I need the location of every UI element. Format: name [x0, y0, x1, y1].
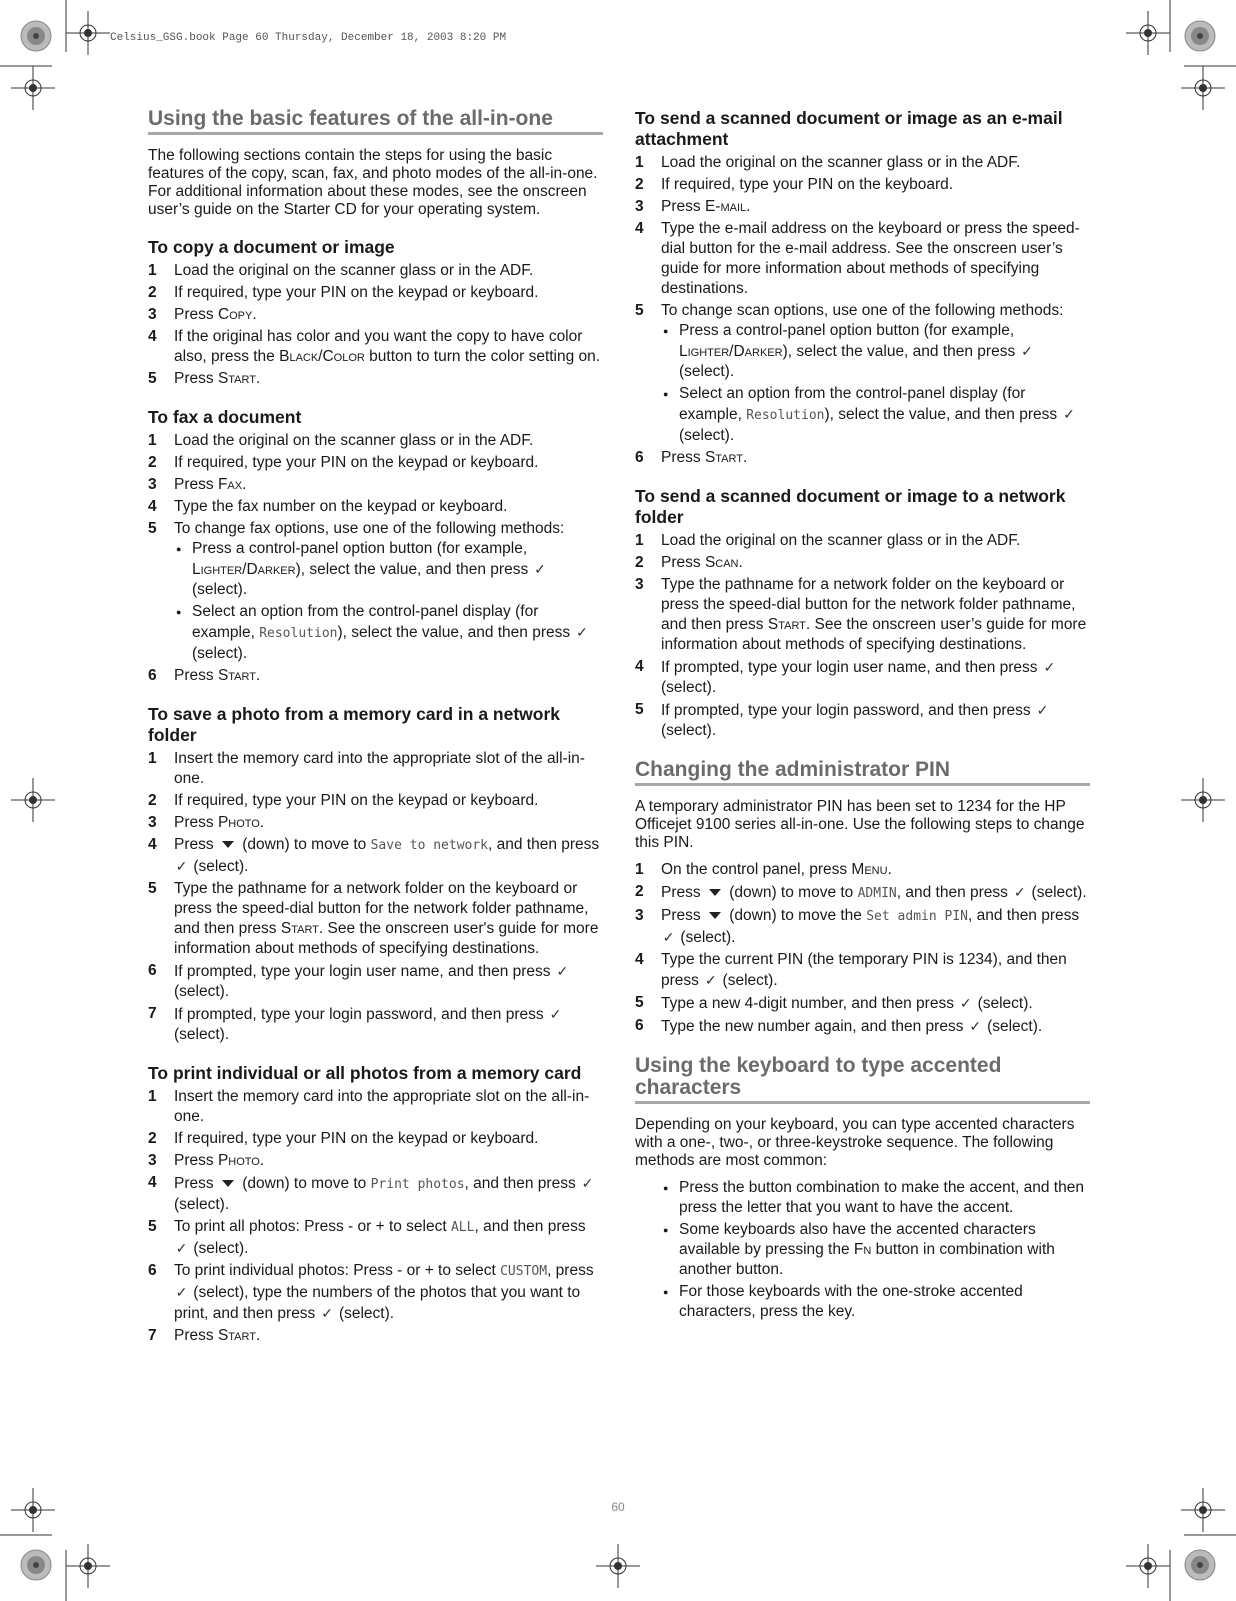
- list-item: ● Select an option from the control-panel display (for example, Resolution), select the value, and then press ✓ (select).: [174, 602, 603, 664]
- list-item: 3 Type the pathname for a network folder on the keyboard or press the speed-dial button for the network folder pathname, and then press Start. See the onscreen user’s guide for more information about methods of specifying destinations.: [635, 576, 1087, 653]
- list-item: 4 Type the fax number on the keypad or keyboard.: [148, 497, 508, 515]
- down-arrow-icon: [222, 841, 234, 848]
- scan-option-methods: [661, 321, 1090, 446]
- left-column: [148, 108, 603, 1348]
- list-item: 3 Press Copy.: [148, 305, 257, 323]
- list-item: ● Select an option from the control-panel display (for example, Resolution), select the value, and then press ✓ (select).: [661, 384, 1090, 446]
- list-item: 5 To print all photos: Press - or + to select ALL, and then press ✓ (select).: [148, 1217, 586, 1257]
- check-icon: ✓: [662, 928, 675, 945]
- check-icon: ✓: [959, 994, 972, 1011]
- check-icon: ✓: [1063, 406, 1075, 422]
- network-steps: [635, 531, 1090, 741]
- accented-methods: [661, 1178, 1090, 1322]
- check-icon: ✓: [704, 971, 717, 988]
- check-icon: ✓: [175, 857, 188, 874]
- list-item: 4 If the original has color and you want the copy to have color also, press the Black/Color button to turn the color setting on.: [148, 327, 601, 365]
- check-icon: ✓: [534, 560, 546, 577]
- list-item: 4 Press (down) to move to Save to network, and then press ✓ (select).: [148, 835, 600, 875]
- copy-steps: [148, 261, 603, 389]
- page-slug: Celsius_GSG.book Page 60 Thursday, December 18, 2003 8:20 PM: [110, 32, 507, 44]
- accented-intro: Depending on your keyboard, you can type accented characters with a one-, two-, or three-keystroke sequence. The following methods are most common:: [635, 1116, 1075, 1170]
- list-item: 1 Load the original on the scanner glass or in the ADF.: [148, 431, 534, 449]
- email-steps: [635, 153, 1090, 468]
- list-item: 1 Load the original on the scanner glass or in the ADF.: [148, 261, 534, 279]
- list-item: 5 Type the pathname for a network folder on the keyboard or press the speed-dial button for the network folder pathname, and then press Start. See the onscreen user's guide for more information about methods of specifying destinations.: [148, 879, 599, 957]
- list-item: 3 Press Photo.: [148, 813, 265, 831]
- down-arrow-icon: [709, 889, 721, 896]
- check-icon: ✓: [1043, 659, 1056, 675]
- check-icon: ✓: [321, 1304, 333, 1321]
- list-item: 2 If required, type your PIN on the keypad or keyboard.: [148, 453, 539, 471]
- list-item: 3 Press (down) to move the Set admin PIN, and then press ✓ (select).: [635, 906, 1080, 946]
- check-icon: ✓: [581, 1174, 594, 1191]
- list-item: 6 Type the new number again, and then press ✓ (select).: [635, 1016, 1043, 1035]
- list-item: 4 Type the current PIN (the temporary PIN is 1234), and then press ✓ (select).: [635, 950, 1067, 989]
- basic-features-intro: The following sections contain the steps for using the basic features of the copy, scan, fax, and photo modes of the all-in-one. For additional information about these modes, see the onscreen user’s guide on the Starter CD for your operating system.: [148, 146, 598, 218]
- down-arrow-icon: [709, 912, 721, 919]
- list-item: 2 Press (down) to move to ADMIN, and then press ✓ (select).: [635, 882, 1087, 901]
- save-photo-steps: [148, 749, 603, 1045]
- section-title-basic-features: Using the basic features of the all-in-one: [148, 108, 603, 135]
- list-item: 2 If required, type your PIN on the keyboard.: [635, 176, 954, 193]
- list-item: 7 If prompted, type your login password, and then press ✓ (select).: [148, 1004, 562, 1043]
- fax-option-methods: [174, 539, 603, 664]
- subhead-print-photos: To print individual or all photos from a memory card: [148, 1062, 582, 1083]
- check-icon: ✓: [576, 623, 588, 640]
- list-item: 1 Load the original on the scanner glass or in the ADF.: [635, 532, 1021, 549]
- list-item: ● Press the button combination to make the accent, and then press the letter that you want to have the accent.: [661, 1178, 1090, 1218]
- check-icon: ✓: [1021, 343, 1033, 359]
- list-item: 5 Press Start.: [148, 369, 261, 387]
- list-item: 7 Press Start.: [148, 1326, 261, 1344]
- down-arrow-icon: [222, 1180, 234, 1187]
- list-item: ● Press a control-panel option button (for example, Lighter/Darker), select the value, and then press ✓ (select).: [661, 321, 1090, 382]
- subhead-copy: To copy a document or image: [148, 236, 395, 257]
- page-number: 60: [611, 1500, 625, 1514]
- list-item: 6 To print individual photos: Press - or + to select CUSTOM, press ✓ (select), type the numbers of the photos that you want to print, and then press ✓ (select).: [148, 1261, 594, 1322]
- list-item: 6 Press Start.: [635, 449, 748, 466]
- check-icon: ✓: [549, 1005, 562, 1022]
- list-item: 4 Press (down) to move to Print photos, and then press ✓ (select).: [148, 1173, 594, 1213]
- list-item: 2 If required, type your PIN on the keypad or keyboard.: [148, 791, 539, 809]
- list-item: 1 On the control panel, press Menu.: [635, 860, 892, 878]
- list-item: 6 Press Start.: [148, 666, 261, 684]
- list-item: 1 Insert the memory card into the appropriate slot on the all-in-one.: [148, 1087, 590, 1125]
- list-item: 5 Type a new 4-digit number, and then press ✓ (select).: [635, 993, 1033, 1012]
- list-item: 2 Press Scan.: [635, 554, 743, 571]
- list-item: 1 Insert the memory card into the appropriate slot of the all-in-one.: [148, 749, 585, 787]
- list-item: 1 Load the original on the scanner glass or in the ADF.: [635, 154, 1021, 171]
- check-icon: ✓: [1036, 702, 1049, 718]
- check-icon: ✓: [969, 1017, 982, 1034]
- list-item: 3 Press Fax.: [148, 475, 247, 493]
- list-item: 5 To change fax options, use one of the following methods: ● Press a control-panel option button (for example, Lighter/Darker), select the value, and then press ✓ (select). ● Select an option from the control-panel display (for example, Resolution), select the value, and then press ✓ (select).: [148, 519, 603, 664]
- check-icon: ✓: [175, 1239, 188, 1256]
- list-item: ● For those keyboards with the one-stroke accented characters, press the key.: [661, 1282, 1090, 1322]
- subhead-network-folder: To send a scanned document or image to a network folder: [635, 486, 1066, 527]
- list-item: ● Press a control-panel option button (for example, Lighter/Darker), select the value, and then press ✓ (select).: [174, 539, 603, 600]
- subhead-fax: To fax a document: [148, 406, 302, 427]
- right-column: [635, 108, 1090, 1324]
- list-item: ● Some keyboards also have the accented characters available by pressing the Fn button in combination with another button.: [661, 1220, 1090, 1280]
- list-item: 4 Type the e-mail address on the keyboard or press the speed-dial button for the e-mail address. See the onscreen user’s guide for more information about methods of specifying destinations.: [635, 220, 1080, 297]
- list-item: 2 If required, type your PIN on the keypad or keyboard.: [148, 1129, 539, 1147]
- list-item: 3 Press Photo.: [148, 1151, 265, 1169]
- check-icon: ✓: [175, 1283, 188, 1300]
- list-item: 6 If prompted, type your login user name, and then press ✓ (select).: [148, 961, 569, 1000]
- admin-pin-steps: [635, 860, 1090, 1037]
- list-item: 4 If prompted, type your login user name, and then press ✓ (select).: [635, 658, 1056, 696]
- check-icon: ✓: [556, 962, 569, 979]
- section-title-admin-pin: Changing the administrator PIN: [635, 759, 1090, 786]
- list-item: 2 If required, type your PIN on the keypad or keyboard.: [148, 283, 539, 301]
- list-item: 5 To change scan options, use one of the following methods: ● Press a control-panel option button (for example, Lighter/Darker), select the value, and then press ✓ (select). ● Select an option from the control-panel display (for example, Resolution), select the value, and then press ✓ (select).: [635, 301, 1090, 446]
- subhead-save-photo: To save a photo from a memory card in a network folder: [148, 703, 561, 745]
- check-icon: ✓: [1013, 883, 1026, 900]
- fax-steps: [148, 431, 603, 686]
- list-item: 3 Press E-mail.: [635, 198, 751, 215]
- subhead-email: To send a scanned document or image as an e-mail attachment: [635, 108, 1063, 149]
- print-photo-steps: [148, 1087, 603, 1346]
- admin-pin-intro: A temporary administrator PIN has been set to 1234 for the HP Officejet 9100 series all-in-one. Use the following steps to change this PIN.: [635, 797, 1085, 851]
- list-item: 5 If prompted, type your login password, and then press ✓ (select).: [635, 701, 1049, 739]
- section-title-accented-characters: Using the keyboard to type accented characters: [635, 1055, 1090, 1104]
